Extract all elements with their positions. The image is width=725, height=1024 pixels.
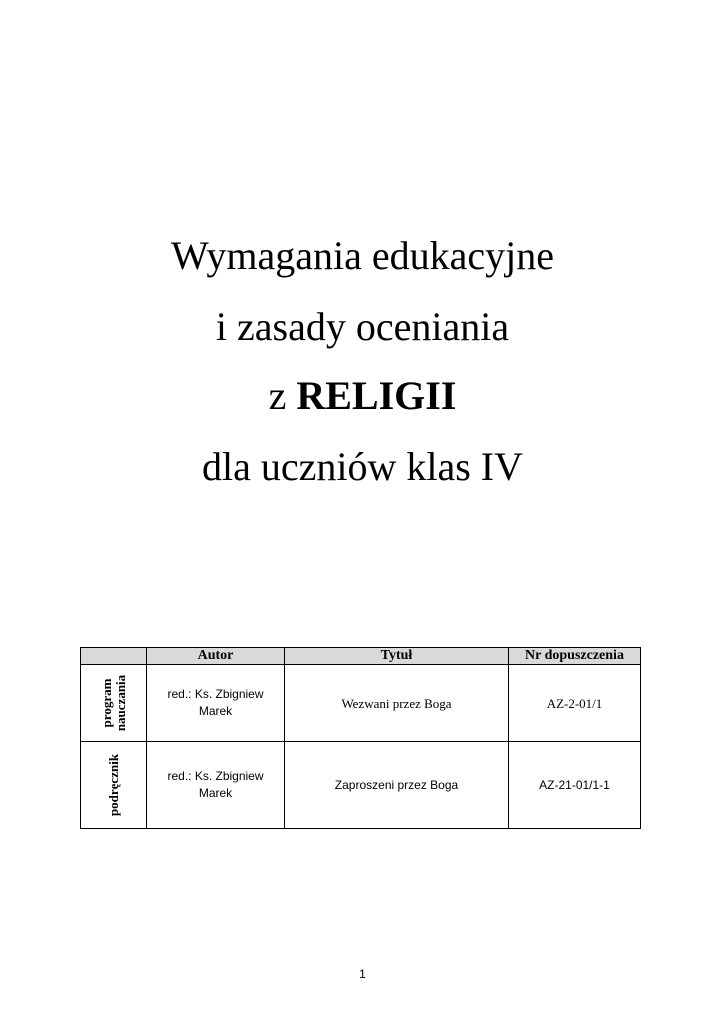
author-line-1: red.: Ks. Zbigniew <box>167 769 264 783</box>
approval-number-cell: AZ-2-01/1 <box>509 665 641 742</box>
row-label <box>107 754 121 816</box>
author-line-2: Marek <box>198 786 233 800</box>
header-author: Autor <box>147 648 285 665</box>
header-blank <box>81 648 147 665</box>
title-cell: Wezwani przez Boga <box>285 665 509 742</box>
table-header-row <box>81 648 641 665</box>
curriculum-table <box>80 647 641 829</box>
title-cell: Zaproszeni przez Boga <box>285 742 509 829</box>
title-line-1: Wymagania edukacyjne <box>171 233 554 278</box>
header-title: Tytuł <box>285 648 509 665</box>
author-cell <box>147 665 285 742</box>
table-row <box>81 742 641 829</box>
author-line-1: red.: Ks. Zbigniew <box>167 687 264 701</box>
title-line-3 <box>0 373 725 418</box>
page-number: 1 <box>359 967 366 981</box>
row-label-line-2: nauczania <box>112 674 128 732</box>
row-label-line-1: podręcznik <box>105 753 121 817</box>
title-line-2: i zasady oceniania <box>215 304 510 349</box>
author-line-2: Marek <box>198 704 233 718</box>
row-label-cell <box>81 742 147 829</box>
title-prefix: z <box>268 373 297 418</box>
row-label-cell <box>81 665 147 742</box>
row-label-line-1: program <box>98 678 114 728</box>
approval-number-cell: AZ-21-01/1-1 <box>509 742 641 829</box>
table-row <box>81 665 641 742</box>
title-line-4: dla uczniów klas IV <box>201 444 523 489</box>
row-label <box>100 675 128 731</box>
header-approval-number: Nr dopuszczenia <box>509 648 641 665</box>
author-cell <box>147 742 285 829</box>
subject-name: RELIGII <box>296 373 457 418</box>
